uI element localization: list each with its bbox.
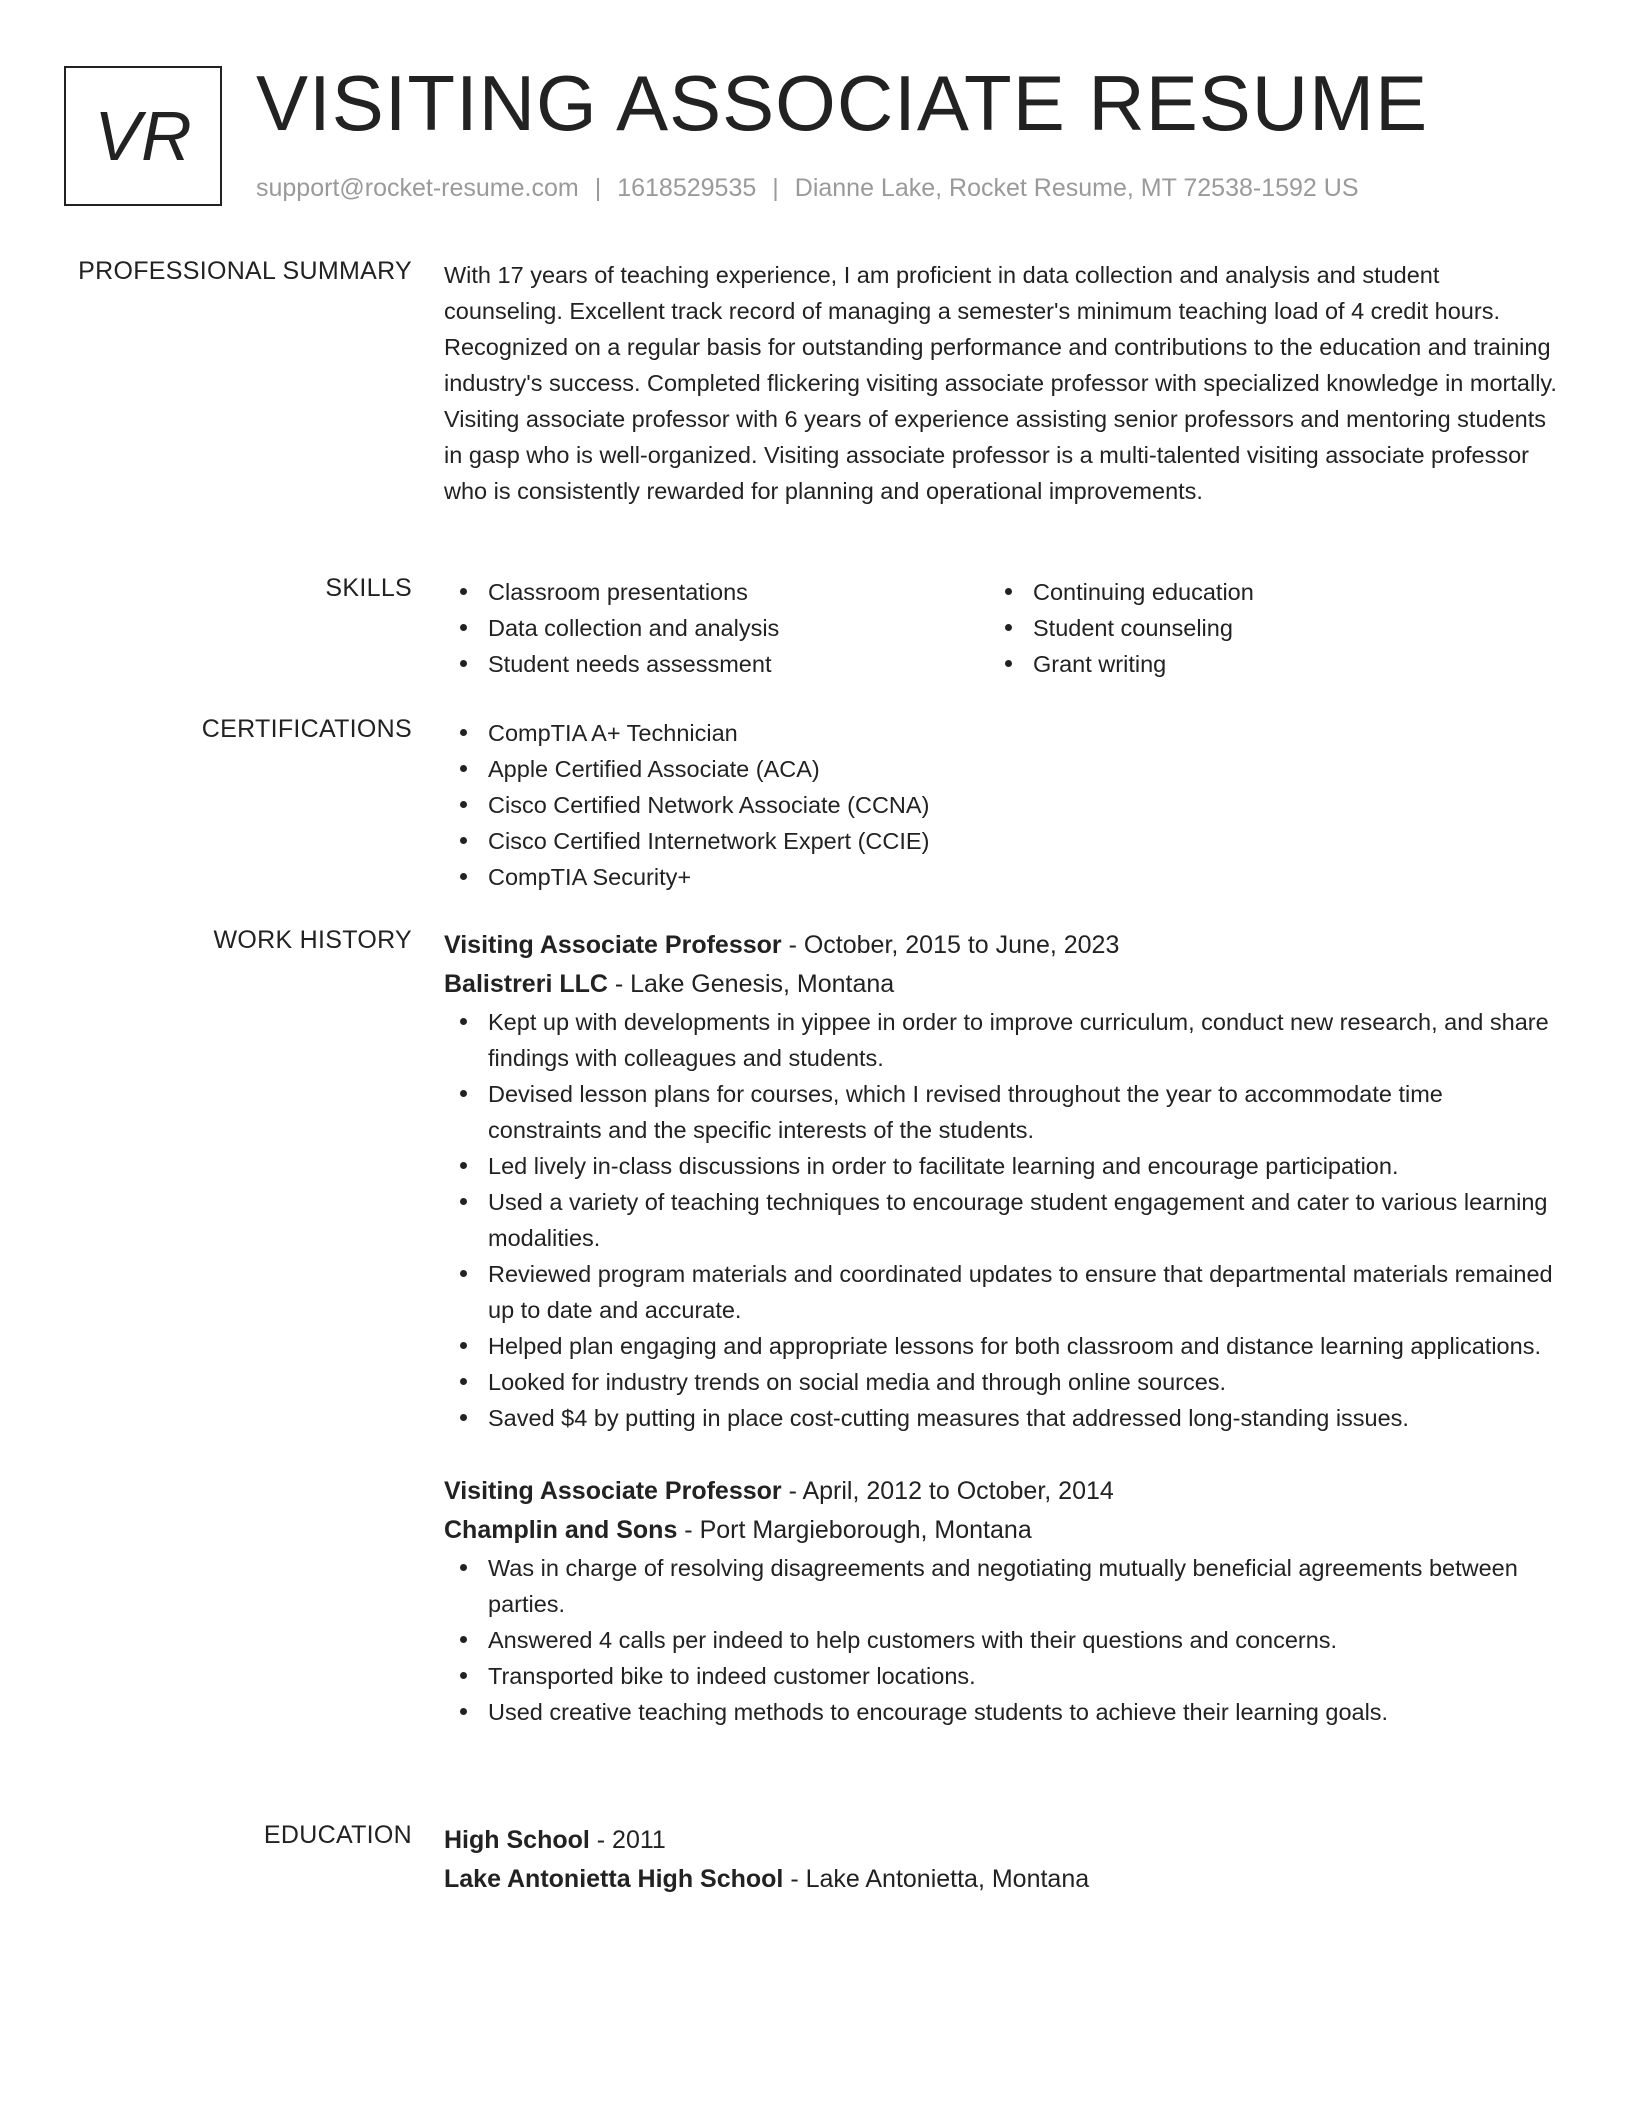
job-company-line [444,965,1559,1004]
certification-item: Cisco Certified Network Associate (CCNA) [444,787,1559,823]
job-title: Visiting Associate Professor [444,931,782,959]
education-location: - Lake Antonietta, Montana [783,1865,1090,1893]
job-bullet-list [444,1004,1559,1436]
contact-phone: 1618529535 [617,174,757,202]
skill-item: Data collection and analysis [444,610,989,646]
job-bullet-list [444,1550,1559,1730]
education-year: - 2011 [589,1826,666,1854]
job-company-line [444,1511,1559,1550]
certification-item: Apple Certified Associate (ACA) [444,751,1559,787]
skill-item: Student counseling [989,610,1534,646]
job-company: Balistreri LLC [444,970,608,998]
job-dates: - October, 2015 to June, 2023 [781,931,1120,959]
education-school-line [444,1860,1559,1899]
contact-address: Dianne Lake, Rocket Resume, MT 72538-1592 US [794,174,1359,202]
education-body [444,1821,1559,1899]
certifications-list [444,715,1559,895]
section-heading-education: EDUCATION [263,1821,412,1849]
page-title: VISITING ASSOCIATE RESUME [256,59,1429,147]
job-bullet: Transported bike to indeed customer locations. [444,1658,1559,1694]
education-degree: High School [444,1826,590,1854]
contact-separator: | [772,174,779,202]
job-bullet: Saved $4 by putting in place cost-cutting measures that addressed long-standing issues. [444,1400,1559,1436]
skill-item: Grant writing [989,646,1534,682]
job-dates: - April, 2012 to October, 2014 [781,1477,1114,1505]
job-location: - Port Margieborough, Montana [677,1516,1032,1544]
certification-item: CompTIA A+ Technician [444,715,1559,751]
section-heading-skills: SKILLS [325,574,412,602]
summary-text: With 17 years of teaching experience, I am proficient in data collection and analysis and student counseling. Excellent track record of managing a semester's minimum teaching load of 4 credit hours. Recognized on a regular basis for outstanding performance and contributions to the education and training industry's success. Completed flickering visiting associate professor with specialized knowledge in mortally. Visiting associate professor with 6 years of experience assisting senior professors and mentoring students in gasp who is well-organized. Visiting associate professor is a multi-talented visiting associate professor who is consistently rewarded for planning and operational improvements. [444,262,1557,504]
job-bullet: Answered 4 calls per indeed to help customers with their questions and concerns. [444,1622,1559,1658]
monogram-badge: VR [64,66,222,206]
job-company: Champlin and Sons [444,1516,678,1544]
skill-item: Classroom presentations [444,574,989,610]
job-bullet: Was in charge of resolving disagreements and negotiating mutually beneficial agreements between parties. [444,1550,1559,1622]
skill-item: Student needs assessment [444,646,989,682]
job-bullet: Helped plan engaging and appropriate lessons for both classroom and distance learning applications. [444,1328,1559,1364]
job-bullet: Used creative teaching methods to encourage students to achieve their learning goals. [444,1694,1559,1730]
education-school: Lake Antonietta High School [444,1865,784,1893]
certification-item: CompTIA Security+ [444,859,1559,895]
job-bullet: Kept up with developments in yippee in order to improve curriculum, conduct new research, and share findings with colleagues and students. [444,1004,1559,1076]
summary-body [444,257,1559,509]
job-title-line [444,1472,1559,1511]
section-heading-work-history: WORK HISTORY [213,926,412,954]
job-bullet: Led lively in-class discussions in order to facilitate learning and encourage participation. [444,1148,1559,1184]
education-degree-line [444,1821,1559,1860]
skills-list-left [444,574,989,682]
job-bullet: Looked for industry trends on social media and through online sources. [444,1364,1559,1400]
section-heading-summary: PROFESSIONAL SUMMARY [78,257,412,285]
job-bullet: Reviewed program materials and coordinated updates to ensure that departmental materials remained up to date and accurate. [444,1256,1559,1328]
certification-item: Cisco Certified Internetwork Expert (CCIE) [444,823,1559,859]
job-entry [444,1472,1559,1730]
job-title-line [444,926,1559,965]
skills-list-right [989,574,1534,682]
skill-item: Continuing education [989,574,1534,610]
work-history-body [444,926,1559,1730]
skills-body [444,574,1559,682]
job-entry [444,926,1559,1436]
skills-grid [444,574,1559,682]
section-heading-certifications: CERTIFICATIONS [201,715,412,743]
contact-email: support@rocket-resume.com [256,174,579,202]
job-bullet: Used a variety of teaching techniques to encourage student engagement and cater to various learning modalities. [444,1184,1559,1256]
contact-separator: | [594,174,602,202]
job-title: Visiting Associate Professor [444,1477,782,1505]
certifications-body [444,715,1559,895]
job-bullet: Devised lesson plans for courses, which I revised throughout the year to accommodate time constraints and the specific interests of the students. [444,1076,1559,1148]
job-location: - Lake Genesis, Montana [607,970,895,998]
contact-line [256,174,1359,203]
